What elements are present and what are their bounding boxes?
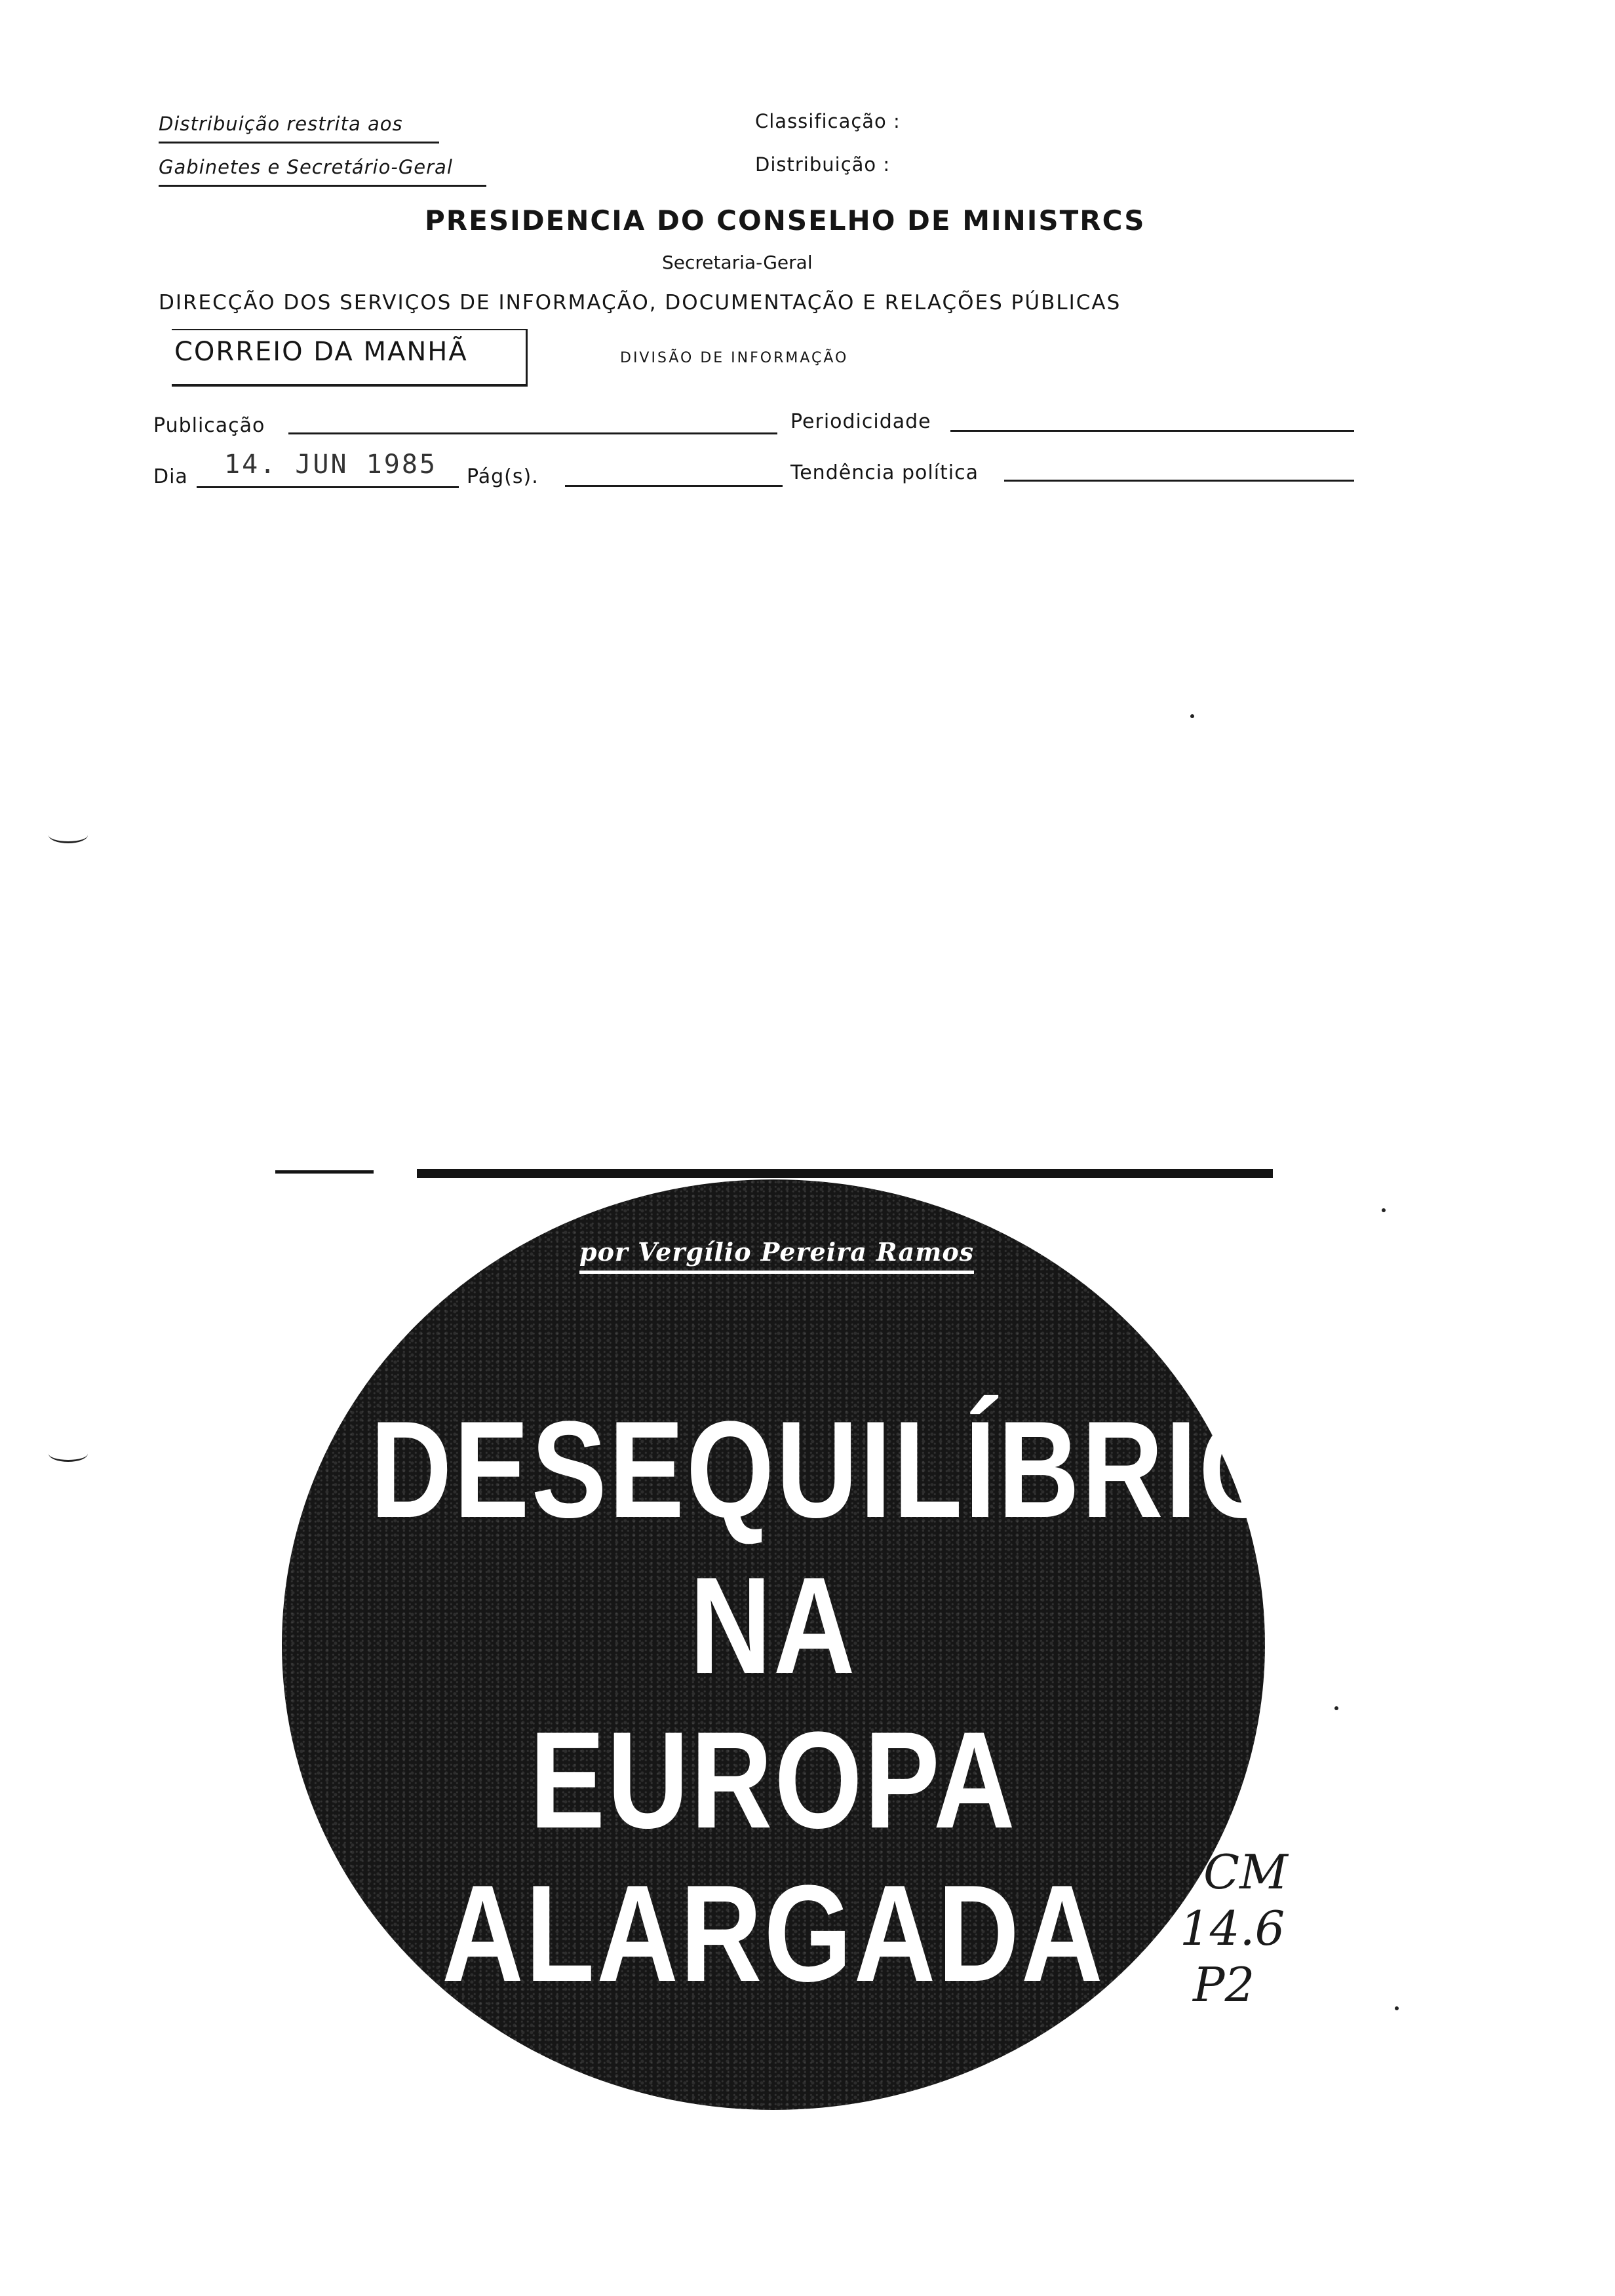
article-byline: por Vergílio Pereira Ramos — [579, 1237, 974, 1274]
periodicity-field-line — [950, 430, 1354, 432]
headline-line-3: EUROPA — [530, 1703, 1017, 1857]
distribution-note-line1: Distribuição restrita aos — [159, 113, 403, 135]
department-name: DIRECÇÃO DOS SERVIÇOS DE INFORMAÇÃO, DOCUMENTAÇÃO E RELAÇÕES PÚBLICAS — [159, 291, 1121, 315]
pages-field-line — [565, 485, 783, 487]
distribution-note-line2: Gabinetes e Secretário-Geral — [159, 156, 453, 178]
institution-title: PRESIDENCIA DO CONSELHO DE MINISTRCS — [425, 204, 1146, 237]
publication-field-line — [288, 432, 777, 434]
clipping-rule-left — [275, 1170, 374, 1174]
clipping-rule-right — [417, 1169, 1273, 1178]
day-field-line — [197, 486, 459, 488]
day-label: Dia — [153, 465, 188, 488]
handwritten-note-line2: 14.6 — [1180, 1901, 1285, 1956]
date-stamp: 14. JUN 1985 — [224, 450, 437, 480]
pages-label: Pág(s). — [467, 465, 539, 488]
scan-speck — [1395, 2006, 1399, 2010]
newspaper-stamp: CORREIO DA MANHÃ — [174, 337, 468, 367]
secretariat-subtitle: Secretaria-Geral — [662, 252, 813, 273]
division-name: DIVISÃO DE INFORMAÇÃO — [620, 350, 849, 366]
headline-line-2: NA — [690, 1548, 857, 1702]
periodicity-label: Periodicidade — [790, 410, 931, 433]
scan-speck — [1190, 714, 1194, 718]
classification-label: Classificação : — [755, 110, 901, 132]
publication-label: Publicação — [153, 414, 265, 437]
headline-line-4: ALARGADA — [442, 1856, 1105, 2010]
handwritten-note-line1: CM — [1203, 1845, 1288, 1900]
distribution-label: Distribuição : — [755, 153, 891, 176]
political-tendency-label: Tendência política — [790, 461, 979, 484]
political-tendency-field-line — [1004, 480, 1354, 482]
headline-line-1: DESEQUILÍBRIOS — [370, 1392, 1367, 1546]
punch-hole-mark-top — [49, 827, 88, 843]
distribution-note-underline-1 — [159, 142, 439, 144]
scan-speck — [1382, 1208, 1386, 1212]
handwritten-note-line3: P2 — [1193, 1957, 1255, 2012]
scan-speck — [1334, 1706, 1338, 1710]
distribution-note-underline-2 — [159, 185, 486, 187]
punch-hole-mark-bottom — [49, 1445, 88, 1462]
